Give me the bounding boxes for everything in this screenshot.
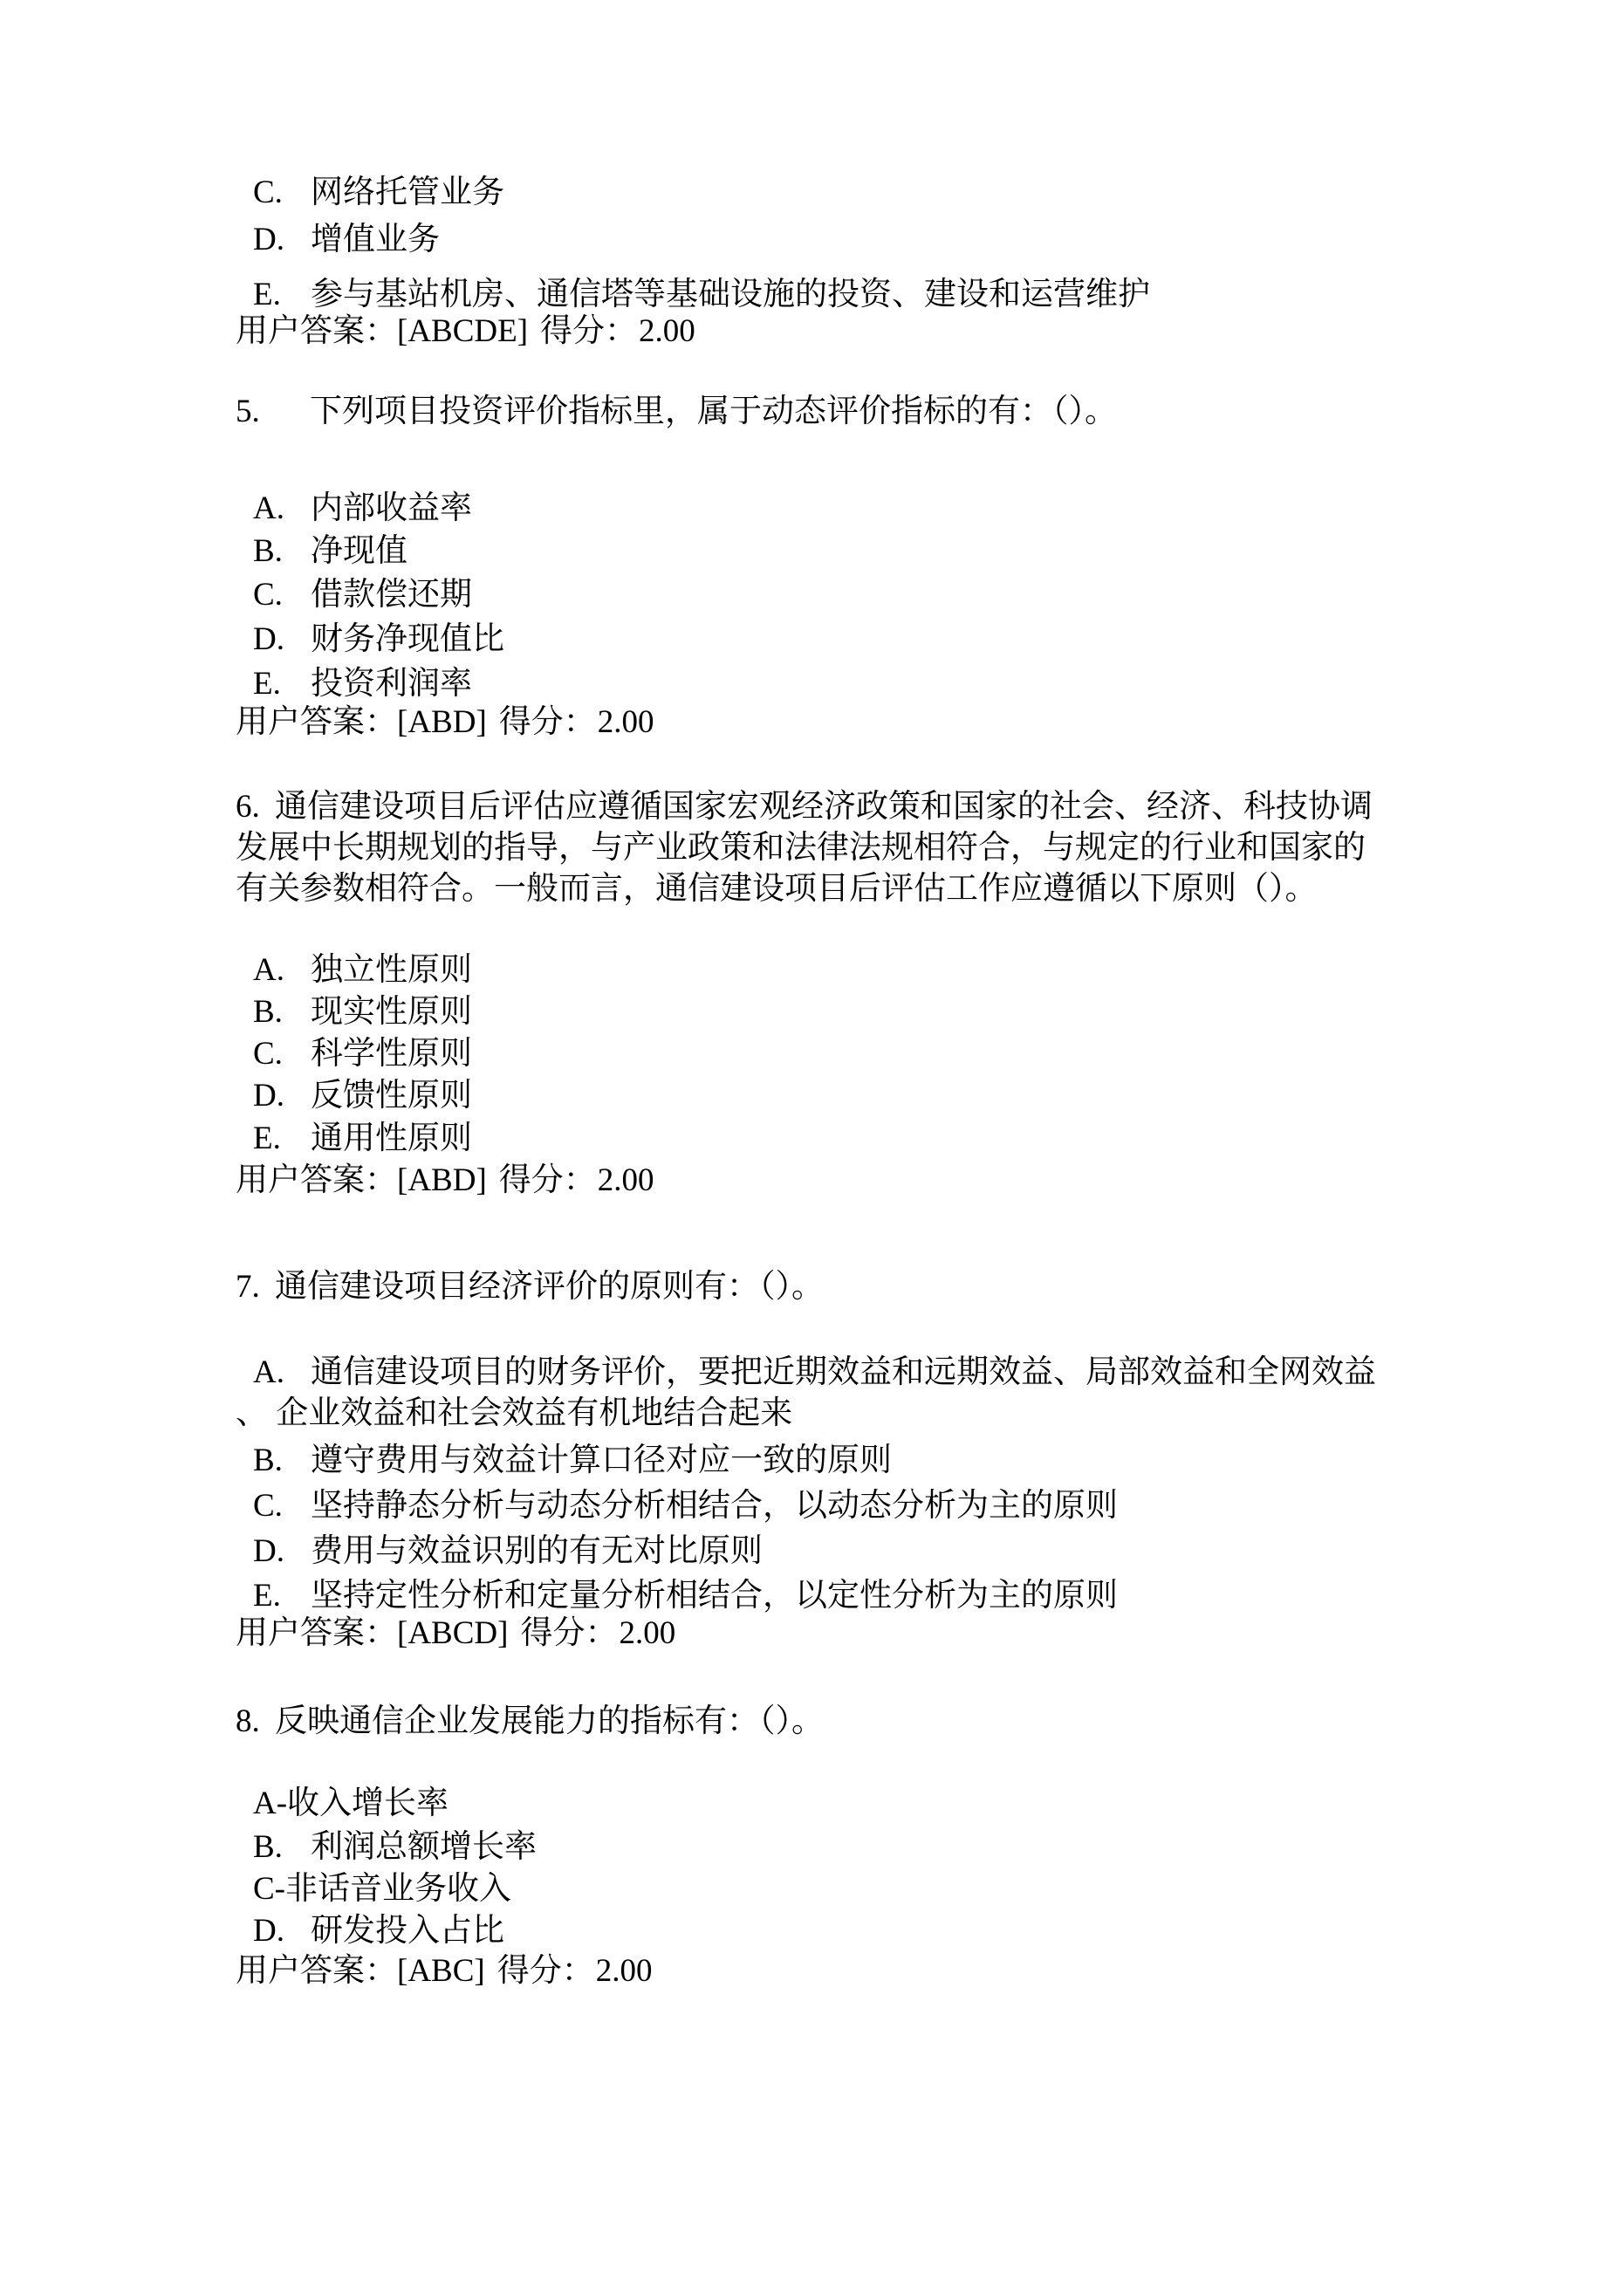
option-row [253, 1578, 1118, 1615]
option-letter: C. [253, 175, 283, 210]
option-row [253, 1121, 472, 1158]
question-stem [236, 394, 1117, 431]
option-letter: B. [253, 994, 283, 1030]
option-letter: C. [253, 1488, 283, 1524]
option-letter: E. [253, 1578, 281, 1614]
option-row [253, 1443, 892, 1480]
option-text: 坚持静态分析与动态分析相结合，以动态分析为主的原则 [311, 1488, 1118, 1524]
option-row [253, 621, 504, 659]
option-letter: B. [253, 1829, 283, 1865]
option-text: 内部收益率 [311, 490, 472, 526]
option-text-continuation: 、 企业效益和社会效益有机地结合起来 [236, 1395, 793, 1431]
stem-line: 发展中长期规划的指导，与产业政策和法律法规相符合，与规定的行业和国家的 [236, 830, 1366, 866]
option-letter: E. [253, 666, 281, 702]
option-text: 通信建设项目的财务评价，要把近期效益和远期效益、局部效益和全网效益 [311, 1354, 1376, 1390]
answer-value: [ABD] [397, 704, 487, 740]
option-row [253, 175, 504, 212]
score-value: 2.00 [619, 1615, 676, 1651]
answer-value: [ABC] [397, 1953, 485, 1989]
option-row [253, 277, 1150, 314]
score-value: 2.00 [597, 1162, 654, 1198]
score-label: 得分： [498, 704, 596, 740]
option-text: 参与基站机房、通信塔等基础设施的投资、建设和运营维护 [311, 277, 1150, 312]
option-row [253, 1078, 472, 1115]
option-letter: A. [253, 952, 284, 988]
answer-label: 用户答案： [236, 313, 397, 349]
option-row [253, 952, 472, 990]
option-row [253, 222, 440, 259]
option-letter: D. [253, 1533, 284, 1569]
option-text: 独立性原则 [311, 952, 472, 988]
option-letter: C. [253, 1036, 283, 1072]
option-letter: E. [253, 1121, 281, 1156]
score-value: 2.00 [595, 1953, 653, 1989]
question-stem [236, 1703, 824, 1741]
option-row [253, 533, 407, 571]
question-number: 6. [236, 789, 260, 825]
option-row: C-非话音业务收入 [253, 1871, 511, 1907]
score-value: 2.00 [597, 704, 654, 740]
option-text: 网络托管业务 [311, 175, 504, 210]
option-text: 科学性原则 [311, 1036, 472, 1072]
score-label: 得分： [540, 313, 638, 349]
option-text: 财务净现值比 [311, 621, 504, 657]
question-number: 8. [236, 1703, 260, 1739]
answer-label: 用户答案： [236, 1953, 397, 1989]
option-letter: D. [253, 1078, 284, 1114]
option-text: 利润总额增长率 [311, 1829, 537, 1865]
question-stem [236, 789, 1373, 826]
score-label: 得分： [496, 1953, 594, 1989]
option-text: 现实性原则 [311, 994, 472, 1030]
answer-label: 用户答案： [236, 704, 397, 740]
score-value: 2.00 [639, 313, 695, 349]
score-label: 得分： [498, 1162, 596, 1198]
option-text: 通用性原则 [311, 1121, 472, 1156]
answer-label: 用户答案： [236, 1615, 397, 1651]
question-number: 7. [236, 1269, 260, 1305]
option-letter: D. [253, 1913, 284, 1949]
option-letter: A. [253, 1354, 284, 1390]
option-text: 遵守费用与效益计算口径对应一致的原则 [311, 1443, 892, 1478]
option-row [253, 1533, 763, 1571]
option-row [253, 1354, 1376, 1392]
option-row: A-收入增长率 [253, 1785, 449, 1821]
question-text: 通信建设项目经济评价的原则有：（）。 [275, 1269, 824, 1305]
option-text: 费用与效益识别的有无对比原则 [311, 1533, 763, 1569]
option-row [253, 994, 472, 1031]
option-row [253, 1036, 472, 1073]
score-label: 得分： [520, 1615, 618, 1651]
option-letter: D. [253, 222, 284, 257]
answer-label: 用户答案： [236, 1162, 397, 1198]
option-row [253, 666, 472, 703]
option-letter: D. [253, 621, 284, 657]
option-letter: A. [253, 490, 284, 526]
option-text: 投资利润率 [311, 666, 472, 702]
answer-value: [ABD] [397, 1162, 487, 1198]
option-text: 研发投入占比 [311, 1913, 504, 1949]
stem-line: 有关参数相符合。一般而言，通信建设项目后评估工作应遵循以下原则（）。 [236, 871, 1318, 907]
option-letter: B. [253, 1443, 283, 1478]
option-letter: B. [253, 533, 283, 569]
option-row [253, 577, 472, 614]
answer-line [236, 1162, 654, 1200]
option-text: 增值业务 [311, 222, 440, 257]
option-row [253, 1913, 504, 1950]
option-letter: E. [253, 277, 281, 312]
question-number: 5. [236, 394, 260, 429]
option-text: 反馈性原则 [311, 1078, 472, 1114]
answer-line [236, 1953, 652, 1991]
option-row [253, 1488, 1118, 1525]
answer-value: [ABCDE] [397, 313, 529, 349]
option-letter: C. [253, 577, 283, 613]
answer-line [236, 1615, 675, 1653]
option-row [253, 490, 472, 528]
answer-value: [ABCD] [397, 1615, 509, 1651]
option-text: 坚持定性分析和定量分析相结合，以定性分析为主的原则 [311, 1578, 1118, 1614]
answer-line [236, 704, 654, 742]
option-row [253, 1829, 537, 1867]
option-text: 净现值 [311, 533, 407, 569]
question-text: 下列项目投资评价指标里，属于动态评价指标的有：（）。 [310, 394, 1117, 429]
question-stem [236, 1269, 824, 1306]
option-text: 借款偿还期 [311, 577, 472, 613]
answer-line [236, 313, 695, 351]
question-text: 反映通信企业发展能力的指标有：（）。 [275, 1703, 824, 1739]
question-text: 通信建设项目后评估应遵循国家宏观经济政策和国家的社会、经济、科技协调 [275, 789, 1373, 825]
